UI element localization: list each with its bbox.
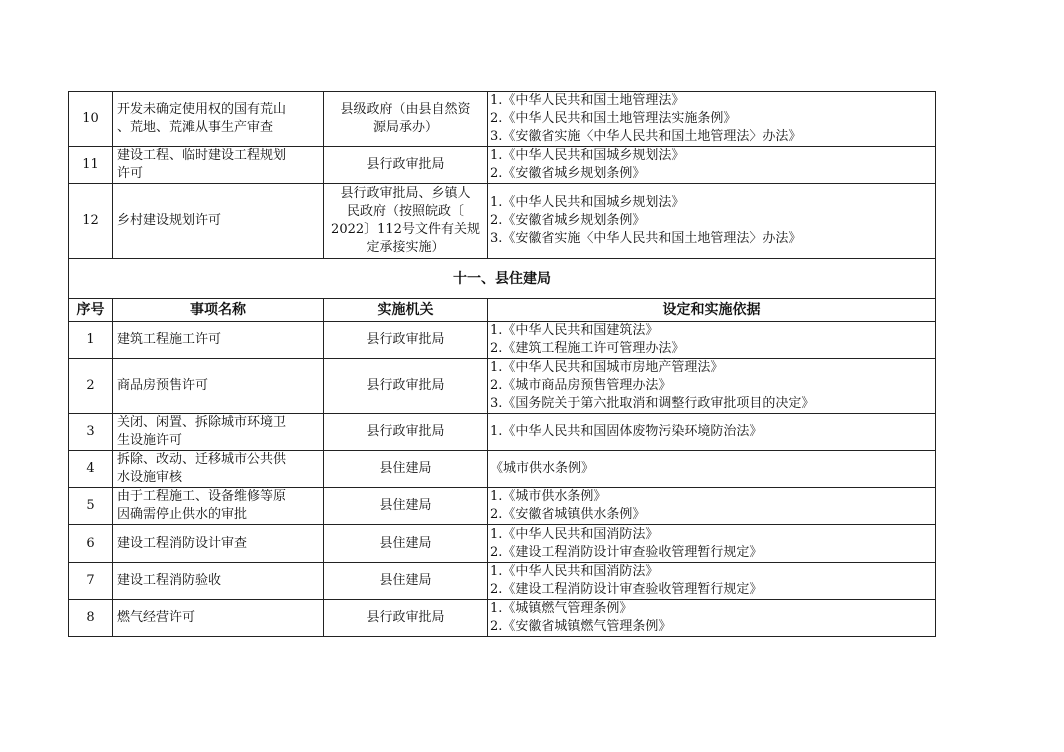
item-name (113, 184, 324, 259)
table-row (69, 414, 936, 451)
table-row (69, 488, 936, 525)
legal-basis-line: 3.《安徽省实施〈中华人民共和国土地管理法〉办法》 (490, 231, 802, 246)
implementing-agency-line: 定承接实施） (366, 240, 445, 255)
implementing-agency-line: 2022〕112号文件有关规 (331, 222, 480, 237)
item-name-line: 由于工程施工、设备维修等原 (117, 489, 287, 504)
item-name (113, 563, 324, 600)
row-number: 1 (69, 322, 113, 359)
legal-basis (488, 147, 936, 184)
implementing-agency (324, 184, 488, 259)
legal-basis-line: 2.《中华人民共和国土地管理法实施条例》 (490, 111, 737, 126)
legal-basis-line: 2.《城市商品房预售管理办法》 (490, 378, 672, 393)
legal-basis (488, 184, 936, 259)
header-row (69, 299, 936, 322)
legal-basis-line: 1.《中华人民共和国消防法》 (490, 526, 659, 542)
legal-basis (488, 359, 936, 414)
row-number: 7 (69, 563, 113, 600)
table-body-top (69, 92, 936, 259)
section-block (69, 259, 936, 322)
item-name (113, 488, 324, 525)
legal-basis (488, 92, 936, 147)
legal-basis-line: 1.《城镇燃气管理条例》 (490, 601, 633, 616)
legal-basis-line: 2.《建设工程消防设计审查验收管理暂行规定》 (490, 544, 763, 560)
legal-basis (488, 414, 936, 451)
implementing-agency-line: 县行政审批局 (366, 424, 445, 439)
row-number: 4 (69, 451, 113, 488)
item-name-line: 拆除、改动、迁移城市公共供 (117, 452, 287, 467)
table-row (69, 451, 936, 488)
table-row (69, 184, 936, 259)
legal-basis (488, 451, 936, 488)
implementing-agency-line: 县住建局 (379, 573, 432, 588)
implementing-agency (324, 600, 488, 637)
implementing-agency (324, 322, 488, 359)
item-name-line: 商品房预售许可 (117, 378, 209, 393)
item-name-line: 乡村建设规划许可 (117, 213, 222, 228)
table-row (69, 92, 936, 147)
item-name-line: 许可 (117, 166, 144, 181)
implementing-agency-line: 民政府（按照皖政〔 (346, 204, 464, 219)
row-number: 8 (69, 600, 113, 637)
implementing-agency (324, 414, 488, 451)
row-number: 2 (69, 359, 113, 414)
legal-basis-line: 1.《中华人民共和国固体废物污染环境防治法》 (490, 424, 763, 439)
legal-basis-line: 2.《安徽省城乡规划条例》 (490, 213, 646, 228)
item-name-line: 建设工程、临时建设工程规划 (117, 148, 287, 163)
implementing-agency (324, 488, 488, 525)
item-name-line: 燃气经营许可 (117, 610, 196, 625)
legal-basis (488, 322, 936, 359)
implementing-agency (324, 359, 488, 414)
implementing-agency-line: 县住建局 (379, 535, 432, 551)
legal-basis-line: 1.《中华人民共和国城市房地产管理法》 (490, 360, 724, 375)
approval-items-table (68, 91, 936, 637)
row-number: 10 (69, 92, 113, 147)
legal-basis-line: 2.《安徽省城镇供水条例》 (490, 507, 646, 522)
header-basis: 设定和实施依据 (488, 299, 936, 322)
implementing-agency (324, 563, 488, 600)
item-name-line: 建筑工程施工许可 (117, 332, 222, 347)
implementing-agency (324, 525, 488, 563)
section-title: 十一、县住建局 (69, 259, 936, 299)
item-name-line: 生设施许可 (117, 433, 183, 448)
implementing-agency-line: 县行政审批局 (366, 378, 445, 393)
item-name-line: 水设施审核 (117, 470, 183, 485)
implementing-agency (324, 147, 488, 184)
legal-basis-line: 3.《安徽省实施〈中华人民共和国土地管理法〉办法》 (490, 129, 802, 144)
header-agency: 实施机关 (324, 299, 488, 322)
implementing-agency-line: 县住建局 (379, 461, 432, 476)
legal-basis-line: 1.《中华人民共和国建筑法》 (490, 323, 659, 338)
legal-basis-line: 2.《建筑工程施工许可管理办法》 (490, 341, 685, 356)
item-name-line: 、荒地、荒滩从事生产审查 (117, 120, 274, 135)
item-name-line: 开发未确定使用权的国有荒山 (117, 102, 287, 117)
table-body-bottom (69, 322, 936, 637)
implementing-agency-line: 县住建局 (379, 498, 432, 513)
row-number: 11 (69, 147, 113, 184)
implementing-agency-line: 县行政审批局 (366, 610, 445, 625)
item-name-line: 建设工程消防设计审查 (117, 535, 248, 551)
legal-basis-line: 2.《建设工程消防设计审查验收管理暂行规定》 (490, 582, 763, 597)
implementing-agency-line: 县行政审批局、乡镇人 (340, 186, 471, 201)
legal-basis (488, 600, 936, 637)
legal-basis (488, 525, 936, 563)
item-name (113, 147, 324, 184)
legal-basis-line: 2.《安徽省城乡规划条例》 (490, 166, 646, 181)
table-row (69, 563, 936, 600)
legal-basis (488, 488, 936, 525)
table-row (69, 525, 936, 563)
legal-basis-line: 《城市供水条例》 (490, 461, 595, 476)
item-name-line: 关闭、闲置、拆除城市环境卫 (117, 415, 287, 430)
row-number: 3 (69, 414, 113, 451)
item-name (113, 525, 324, 563)
row-number: 12 (69, 184, 113, 259)
legal-basis-line: 3.《国务院关于第六批取消和调整行政审批项目的决定》 (490, 396, 815, 411)
item-name (113, 414, 324, 451)
row-number: 6 (69, 525, 113, 563)
legal-basis-line: 2.《安徽省城镇燃气管理条例》 (490, 619, 672, 634)
item-name-line: 因确需停止供水的审批 (117, 507, 248, 522)
table-row (69, 359, 936, 414)
implementing-agency-line: 县行政审批局 (366, 332, 445, 347)
implementing-agency (324, 92, 488, 147)
legal-basis-line: 1.《中华人民共和国土地管理法》 (490, 93, 685, 108)
table-row (69, 147, 936, 184)
legal-basis-line: 1.《中华人民共和国城乡规划法》 (490, 148, 685, 163)
item-name (113, 600, 324, 637)
implementing-agency-line: 县行政审批局 (366, 157, 445, 172)
legal-basis-line: 1.《中华人民共和国城乡规划法》 (490, 195, 685, 210)
implementing-agency (324, 451, 488, 488)
legal-basis-line: 1.《中华人民共和国消防法》 (490, 564, 659, 579)
header-name: 事项名称 (113, 299, 324, 322)
item-name (113, 92, 324, 147)
legal-basis (488, 563, 936, 600)
row-number: 5 (69, 488, 113, 525)
legal-basis-line: 1.《城市供水条例》 (490, 489, 607, 504)
item-name (113, 451, 324, 488)
implementing-agency-line: 源局承办） (372, 120, 438, 135)
section-title-row (69, 259, 936, 299)
header-no: 序号 (69, 299, 113, 322)
item-name (113, 322, 324, 359)
item-name-line: 建设工程消防验收 (117, 573, 222, 588)
implementing-agency-line: 县级政府（由县自然资 (340, 102, 471, 117)
table-row (69, 322, 936, 359)
item-name (113, 359, 324, 414)
table-row (69, 600, 936, 637)
